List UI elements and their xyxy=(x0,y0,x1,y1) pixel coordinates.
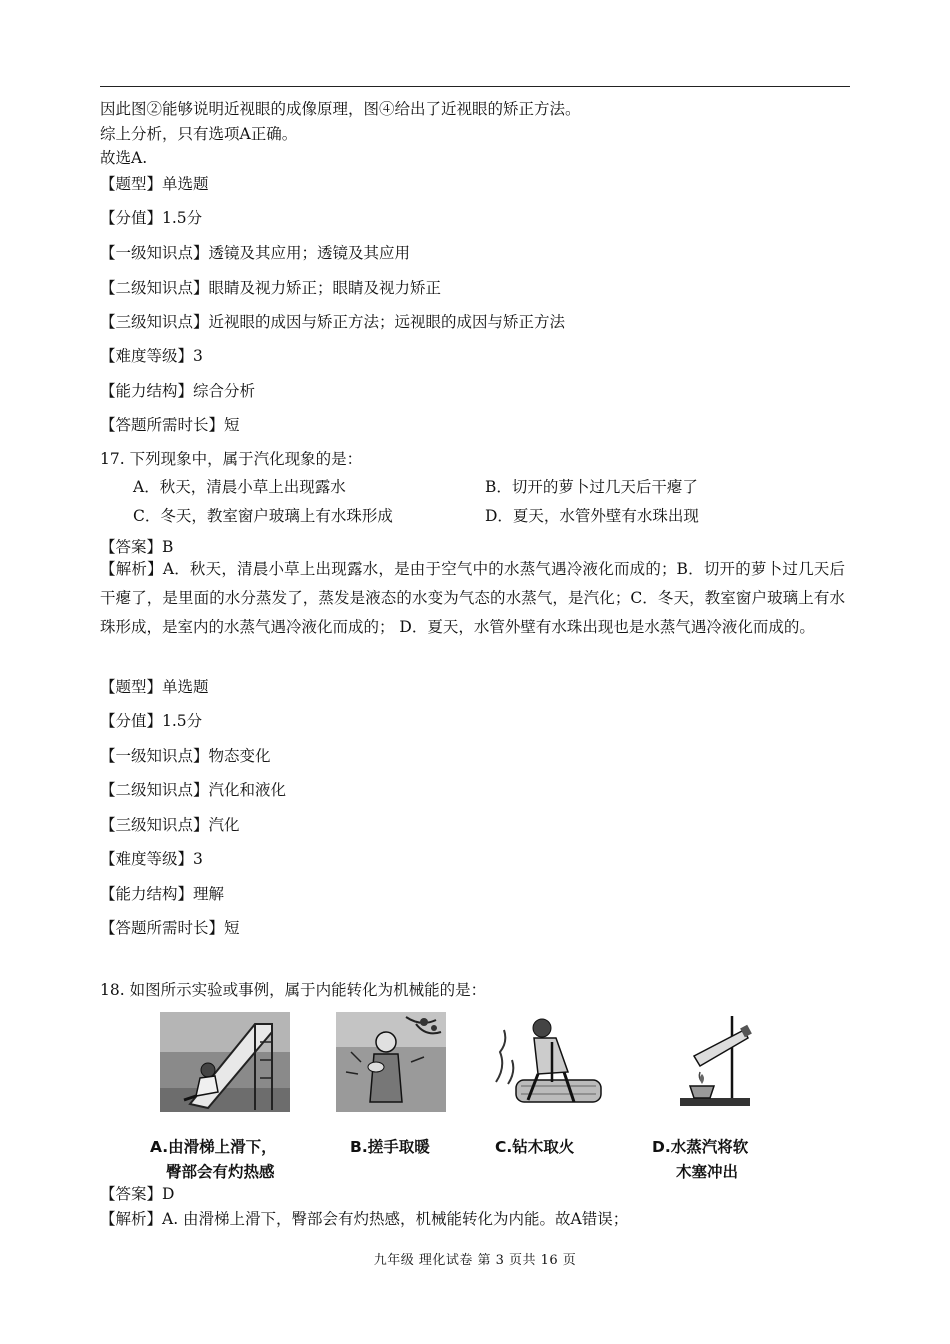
caption-a-line2: 臀部会有灼热感 xyxy=(166,1163,275,1181)
q17-option-a: A．秋天，清晨小草上出现露水 xyxy=(133,478,346,496)
q16-score: 【分值】1.5分 xyxy=(100,209,203,227)
q17-option-c: C．冬天，教室窗户玻璃上有水珠形成 xyxy=(133,507,393,525)
text-line: 因此图②能够说明近视眼的成像原理，图④给出了近视眼的矫正方法。 xyxy=(100,100,581,118)
q18-answer: 【答案】D xyxy=(100,1185,175,1203)
q17-kp2: 【二级知识点】汽化和液化 xyxy=(100,781,287,799)
text-line: 综上分析，只有选项A正确。 xyxy=(100,125,298,143)
q16-time: 【答题所需时长】短 xyxy=(100,416,240,434)
q17-ability: 【能力结构】理解 xyxy=(100,885,225,903)
caption-a-line1: A.由滑梯上滑下， xyxy=(150,1138,277,1156)
steam-cork-illustration xyxy=(672,1012,758,1112)
q17-kp1: 【一级知识点】物态变化 xyxy=(100,747,271,765)
page-footer: 九年级 理化试卷 第 3 页共 16 页 xyxy=(373,1253,577,1268)
q16-ability: 【能力结构】综合分析 xyxy=(100,382,256,400)
q16-difficulty: 【难度等级】3 xyxy=(100,347,203,365)
q17-difficulty: 【难度等级】3 xyxy=(100,850,203,868)
drill-fire-illustration xyxy=(486,1012,606,1116)
q17-option-d: D．夏天，水管外壁有水珠出现 xyxy=(485,507,699,525)
hands-illustration xyxy=(336,1012,446,1112)
text-line: 故选A. xyxy=(100,149,148,167)
q18-analysis: 【解析】A. 由滑梯上滑下，臀部会有灼热感，机械能转化为内能。故A错误； xyxy=(100,1210,629,1228)
q16-kp1: 【一级知识点】透镜及其应用；透镜及其应用 xyxy=(100,244,411,262)
q16-kp2: 【二级知识点】眼睛及视力矫正；眼睛及视力矫正 xyxy=(100,279,442,297)
q17-analysis: 【解析】A．秋天，清晨小草上出现露水，是由于空气中的水蒸气遇冷液化而成的；B．切开的萝卜过几天后干瘪了，是里面的水分蒸发了，蒸发是液态的水变为气态的水蒸气，是汽化；C．冬天，教室窗户玻璃上有水珠形成，是室内的水蒸气遇冷液化而成的； D．夏天，水管外壁有水珠出现也是水蒸气遇冷液化而成的。 xyxy=(100,560,845,636)
header-rule xyxy=(100,86,850,87)
q16-type: 【题型】单选题 xyxy=(100,175,209,193)
q17-time: 【答题所需时长】短 xyxy=(100,919,240,937)
caption-d-line2: 木塞冲出 xyxy=(676,1163,739,1181)
q18-stem: 18. 如图所示实验或事例，属于内能转化为机械能的是： xyxy=(100,981,487,999)
q16-kp3: 【三级知识点】近视眼的成因与矫正方法；远视眼的成因与矫正方法 xyxy=(100,313,566,331)
q17-kp3: 【三级知识点】汽化 xyxy=(100,816,240,834)
caption-d-line1: D.水蒸汽将软 xyxy=(652,1138,749,1156)
q17-type: 【题型】单选题 xyxy=(100,678,209,696)
slide-illustration xyxy=(160,1012,290,1112)
q17-option-b: B．切开的萝卜过几天后干瘪了 xyxy=(485,478,698,496)
caption-b: B.搓手取暖 xyxy=(350,1138,430,1156)
q17-stem: 17. 下列现象中，属于汽化现象的是： xyxy=(100,450,363,468)
q17-score: 【分值】1.5分 xyxy=(100,712,203,730)
q17-answer: 【答案】B xyxy=(100,538,174,556)
caption-c: C.钻木取火 xyxy=(495,1138,575,1156)
